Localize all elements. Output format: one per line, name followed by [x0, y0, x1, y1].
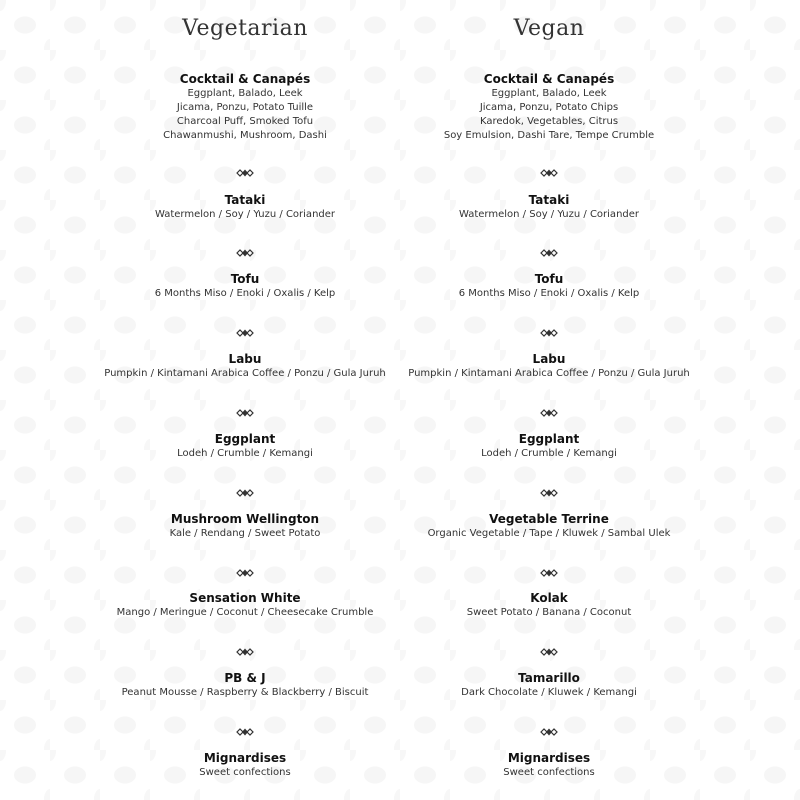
ornament-icon	[540, 328, 558, 338]
ornament-icon	[540, 727, 558, 737]
course-name: Kolak	[530, 591, 568, 605]
ornament-icon	[236, 248, 254, 258]
course-name: Tamarillo	[518, 671, 580, 685]
menu-title: Vegan	[513, 16, 585, 41]
ornament-icon	[236, 168, 254, 178]
course-vegetable-terrine	[349, 511, 749, 541]
menu-title: Vegetarian	[182, 16, 308, 41]
ornament-icon	[236, 647, 254, 657]
ornament-divider	[349, 243, 749, 253]
course-description: Chawanmushi, Mushroom, Dashi	[163, 130, 327, 141]
ornament-icon	[236, 727, 254, 737]
course-description: Eggplant, Balado, Leek	[187, 88, 303, 99]
ornament-divider	[349, 323, 749, 333]
ornament-icon	[540, 647, 558, 657]
ornament-divider	[349, 563, 749, 573]
course-name: Mushroom Wellington	[170, 512, 320, 526]
course-name: PB & J	[224, 671, 266, 685]
ornament-divider	[349, 403, 749, 413]
ornament-icon	[540, 488, 558, 498]
course-description: Peanut Mousse / Raspberry & Blackberry / Biscuit	[121, 687, 369, 698]
course-eggplant	[349, 431, 749, 461]
course-description: Watermelon / Soy / Yuzu / Coriander	[154, 209, 336, 220]
course-name: Labu	[228, 352, 262, 366]
course-name: Tataki	[224, 193, 266, 207]
course-labu	[349, 351, 749, 381]
course-description: Kale / Rendang / Sweet Potato	[169, 528, 321, 539]
course-description: Jicama, Ponzu, Potato Tuille	[176, 102, 314, 113]
ornament-icon	[540, 168, 558, 178]
course-name: Sensation White	[189, 591, 301, 605]
ornament-icon	[236, 328, 254, 338]
course-description: Charcoal Puff, Smoked Tofu	[176, 116, 314, 127]
course-name: Mignardises	[203, 751, 287, 765]
course-tofu	[349, 271, 749, 301]
course-description: Lodeh / Crumble / Kemangi	[177, 448, 313, 459]
course-name: Eggplant	[518, 432, 580, 446]
course-mignardises	[349, 750, 749, 780]
ornament-icon	[540, 408, 558, 418]
course-name: Tofu	[534, 272, 564, 286]
course-name: Cocktail & Canapés	[483, 72, 615, 86]
course-name: Cocktail & Canapés	[179, 72, 311, 86]
ornament-divider	[349, 642, 749, 652]
course-name: Tofu	[230, 272, 260, 286]
course-name: Labu	[532, 352, 566, 366]
course-description: Mango / Meringue / Coconut / Cheesecake Crumble	[116, 607, 374, 618]
course-name: Mignardises	[507, 751, 591, 765]
course-tamarillo	[349, 670, 749, 700]
ornament-icon	[236, 568, 254, 578]
course-cocktail-canapes	[349, 71, 749, 143]
course-name: Vegetable Terrine	[489, 512, 609, 526]
vegan-menu	[349, 0, 749, 800]
course-description: Pumpkin / Kintamani Arabica Coffee / Ponzu / Gula Juruh	[104, 368, 386, 379]
course-description: Jicama, Ponzu, Potato Chips	[479, 102, 619, 113]
course-description: Karedok, Vegetables, Citrus	[479, 116, 619, 127]
course-description: Eggplant, Balado, Leek	[491, 88, 607, 99]
course-description: Sweet confections	[199, 767, 291, 778]
ornament-divider	[349, 483, 749, 493]
ornament-divider	[349, 722, 749, 732]
course-description: Pumpkin / Kintamani Arabica Coffee / Ponzu / Gula Juruh	[408, 368, 690, 379]
ornament-divider	[349, 163, 749, 173]
ornament-icon	[236, 408, 254, 418]
course-name: Tataki	[528, 193, 570, 207]
course-description: Sweet Potato / Banana / Coconut	[466, 607, 632, 618]
course-description: 6 Months Miso / Enoki / Oxalis / Kelp	[458, 288, 640, 299]
course-description: Lodeh / Crumble / Kemangi	[481, 448, 617, 459]
ornament-icon	[540, 568, 558, 578]
course-tataki	[349, 192, 749, 222]
course-description: Dark Chocolate / Kluwek / Kemangi	[461, 687, 637, 698]
course-description: Organic Vegetable / Tape / Kluwek / Sambal Ulek	[427, 528, 671, 539]
course-kolak	[349, 590, 749, 620]
course-description: Sweet confections	[503, 767, 595, 778]
course-description: 6 Months Miso / Enoki / Oxalis / Kelp	[154, 288, 336, 299]
ornament-icon	[540, 248, 558, 258]
course-description: Watermelon / Soy / Yuzu / Coriander	[458, 209, 640, 220]
course-description: Soy Emulsion, Dashi Tare, Tempe Crumble	[443, 130, 655, 141]
course-name: Eggplant	[214, 432, 276, 446]
ornament-icon	[236, 488, 254, 498]
